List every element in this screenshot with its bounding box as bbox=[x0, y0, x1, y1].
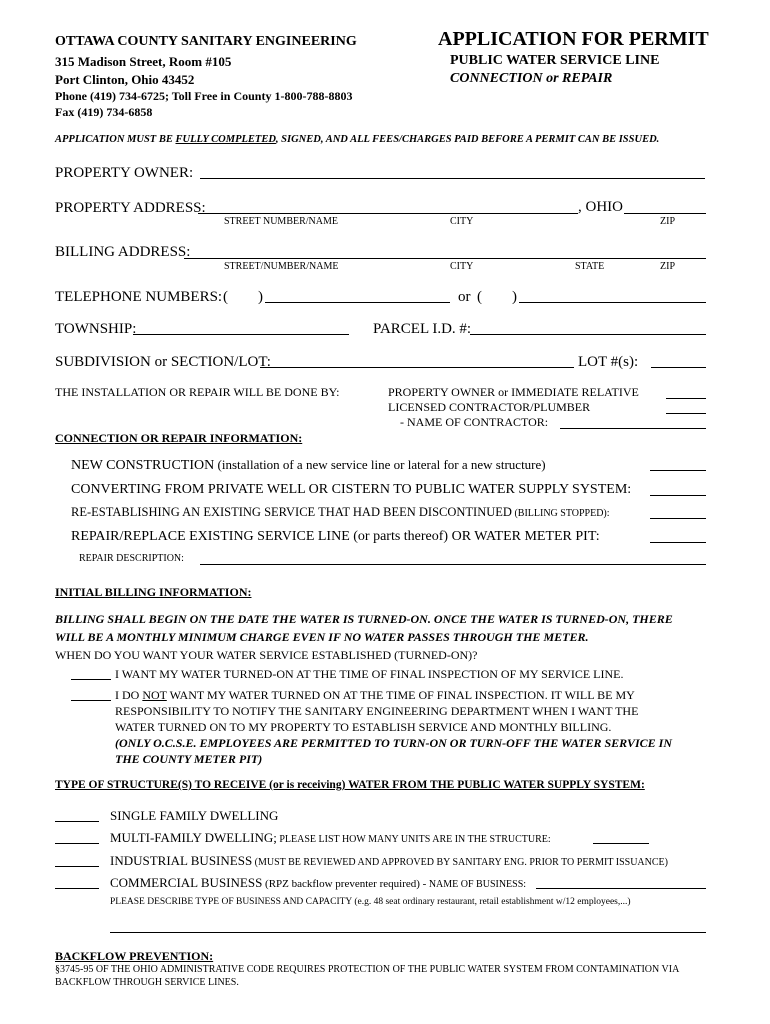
phone2-paren-open: ( bbox=[477, 289, 482, 305]
turn-on-at-inspection-label: I WANT MY WATER TURNED-ON AT THE TIME OF FINAL INSPECTION OF MY SERVICE LINE. bbox=[115, 667, 624, 681]
converting-input[interactable] bbox=[650, 495, 706, 496]
form-subtitle2: CONNECTION or REPAIR bbox=[450, 71, 613, 86]
backflow-text-line2: BACKFLOW THROUGH SERVICE LINES. bbox=[55, 977, 239, 988]
billing-notice-line1: BILLING SHALL BEGIN ON THE DATE THE WATER IS TURNED-ON. ONCE THE WATER IS TURNED-ON, THERE bbox=[55, 612, 673, 626]
owner-option-input[interactable] bbox=[666, 398, 706, 399]
backflow-text-line1: §3745-95 OF THE OHIO ADMINISTRATIVE CODE REQUIRES PROTECTION OF THE PUBLIC WATER SYSTEM FROM CONTAMINATION VIA bbox=[55, 964, 680, 975]
billing-city-caption: CITY bbox=[450, 261, 474, 272]
no-turn-on-label: I DO NOT WANT MY WATER TURNED ON AT THE TIME OF FINAL INSPECTION. IT WILL BE MY bbox=[115, 688, 635, 702]
agency-fax: Fax (419) 734-6858 bbox=[55, 105, 153, 119]
backflow-heading: BACKFLOW PREVENTION: bbox=[55, 949, 214, 963]
agency-address-line2: Port Clinton, Ohio 43452 bbox=[55, 72, 195, 87]
phone1-paren-close: ) bbox=[258, 289, 263, 305]
business-description-input[interactable] bbox=[110, 932, 706, 933]
parcel-label: PARCEL I.D. #: bbox=[373, 321, 472, 337]
city-caption: CITY bbox=[450, 216, 474, 227]
telephone-label: TELEPHONE NUMBERS: bbox=[55, 289, 223, 305]
billing-street-caption: STREET/NUMBER/NAME bbox=[224, 261, 339, 272]
street-caption: STREET NUMBER/NAME bbox=[224, 216, 338, 227]
property-address-input[interactable] bbox=[198, 213, 578, 214]
property-zip-input[interactable] bbox=[624, 213, 706, 214]
industrial-label: INDUSTRIAL BUSINESS (MUST BE REVIEWED AND APPROVED BY SANITARY ENG. PRIOR TO PERMIT ISSUANCE) bbox=[110, 853, 668, 868]
installed-by-label: THE INSTALLATION OR REPAIR WILL BE DONE BY: bbox=[55, 385, 340, 399]
billing-state-caption: STATE bbox=[575, 261, 605, 272]
property-address-label: PROPERTY ADDRESS: bbox=[55, 200, 206, 216]
billing-address-input[interactable] bbox=[184, 258, 706, 259]
structure-heading: TYPE OF STRUCTURE(S) TO RECEIVE (or is receiving) WATER FROM THE PUBLIC WATER SUPPLY SYSTEM: bbox=[55, 779, 645, 791]
owner-label: PROPERTY OWNER: bbox=[55, 165, 194, 181]
new-construction-label: NEW CONSTRUCTION (installation of a new service line or lateral for a new structure) bbox=[71, 457, 546, 473]
converting-label: CONVERTING FROM PRIVATE WELL OR CISTERN TO PUBLIC WATER SUPPLY SYSTEM: bbox=[71, 482, 632, 497]
billing-zip-caption: ZIP bbox=[660, 261, 675, 272]
phone1-input[interactable] bbox=[265, 302, 450, 303]
new-construction-input[interactable] bbox=[650, 470, 706, 471]
contractor-name-input[interactable] bbox=[560, 428, 706, 429]
zip-caption: ZIP bbox=[660, 216, 675, 227]
repair-input[interactable] bbox=[650, 542, 706, 543]
connection-heading: CONNECTION OR REPAIR INFORMATION: bbox=[55, 431, 303, 445]
ohio-label: , OHIO bbox=[578, 199, 623, 215]
no-turn-on-input[interactable] bbox=[71, 700, 111, 701]
form-title: APPLICATION FOR PERMIT bbox=[438, 28, 709, 50]
lot-input[interactable] bbox=[651, 367, 706, 368]
owner-option-label: PROPERTY OWNER or IMMEDIATE RELATIVE bbox=[388, 385, 639, 399]
no-turn-on-line3: WATER TURNED ON TO MY PROPERTY TO ESTABLISH SERVICE AND MONTHLY BILLING. bbox=[115, 720, 612, 734]
contractor-option-label: LICENSED CONTRACTOR/PLUMBER bbox=[388, 400, 591, 414]
subdivision-input[interactable] bbox=[260, 367, 574, 368]
lot-label: LOT #(s): bbox=[578, 354, 639, 370]
billing-address-label: BILLING ADDRESS: bbox=[55, 244, 191, 260]
repair-label: REPAIR/REPLACE EXISTING SERVICE LINE (or parts thereof) OR WATER METER PIT: bbox=[71, 529, 600, 544]
multi-family-input[interactable] bbox=[55, 843, 99, 844]
billing-info-heading: INITIAL BILLING INFORMATION: bbox=[55, 585, 252, 599]
reestablish-label: RE-ESTABLISHING AN EXISTING SERVICE THAT HAD BEEN DISCONTINUED (BILLING STOPPED): bbox=[71, 505, 610, 519]
turn-on-at-inspection-input[interactable] bbox=[71, 679, 111, 680]
subdivision-label: SUBDIVISION or SECTION/LOT: bbox=[55, 354, 271, 370]
agency-phone: Phone (419) 734-6725; Toll Free in County 1-800-788-8803 bbox=[55, 89, 353, 103]
industrial-input[interactable] bbox=[55, 866, 99, 867]
billing-notice-line2: WILL BE A MONTHLY MINIMUM CHARGE EVEN IF NO WATER PASSES THROUGH THE METER. bbox=[55, 630, 589, 644]
owner-input[interactable] bbox=[200, 178, 705, 179]
business-name-input[interactable] bbox=[536, 888, 706, 889]
parcel-input[interactable] bbox=[470, 334, 706, 335]
contractor-option-input[interactable] bbox=[666, 413, 706, 414]
form-subtitle: PUBLIC WATER SERVICE LINE bbox=[450, 53, 660, 68]
phone-or-label: or bbox=[458, 289, 471, 305]
contractor-name-label: - NAME OF CONTRACTOR: bbox=[400, 415, 549, 429]
no-turn-on-line4: (ONLY O.C.S.E. EMPLOYEES ARE PERMITTED TO TURN-ON OR TURN-OFF THE WATER SERVICE IN bbox=[115, 736, 672, 750]
reestablish-input[interactable] bbox=[650, 518, 706, 519]
phone2-input[interactable] bbox=[519, 302, 706, 303]
township-label: TOWNSHIP: bbox=[55, 321, 137, 337]
phone2-paren-close: ) bbox=[512, 289, 517, 305]
turn-on-question: WHEN DO YOU WANT YOUR WATER SERVICE ESTABLISHED (TURNED-ON)? bbox=[55, 648, 478, 662]
business-description-label: PLEASE DESCRIBE TYPE OF BUSINESS AND CAPACITY (e.g. 48 seat ordinary restaurant, retail establishment w/12 employees,...) bbox=[110, 897, 631, 907]
unit-count-input[interactable] bbox=[593, 843, 649, 844]
phone1-paren-open: ( bbox=[223, 289, 228, 305]
repair-description-label: REPAIR DESCRIPTION: bbox=[79, 553, 184, 564]
agency-address-line1: 315 Madison Street, Room #105 bbox=[55, 54, 232, 69]
single-family-label: SINGLE FAMILY DWELLING bbox=[110, 808, 279, 823]
township-input[interactable] bbox=[133, 334, 349, 335]
agency-name: OTTAWA COUNTY SANITARY ENGINEERING bbox=[55, 34, 357, 49]
multi-family-label: MULTI-FAMILY DWELLING; PLEASE LIST HOW MANY UNITS ARE IN THE STRUCTURE: bbox=[110, 830, 551, 845]
single-family-input[interactable] bbox=[55, 821, 99, 822]
no-turn-on-line2: RESPONSIBILITY TO NOTIFY THE SANITARY ENGINEERING DEPARTMENT WHEN I WANT THE bbox=[115, 704, 639, 718]
repair-description-input[interactable] bbox=[200, 564, 706, 565]
no-turn-on-line5: THE COUNTY METER PIT) bbox=[115, 752, 263, 766]
commercial-input[interactable] bbox=[55, 888, 99, 889]
commercial-label: COMMERCIAL BUSINESS (RPZ backflow preventer required) - NAME OF BUSINESS: bbox=[110, 875, 527, 890]
completion-notice: APPLICATION MUST BE FULLY COMPLETED, SIGNED, AND ALL FEES/CHARGES PAID BEFORE A PERMIT CAN BE ISSUED. bbox=[55, 134, 660, 145]
